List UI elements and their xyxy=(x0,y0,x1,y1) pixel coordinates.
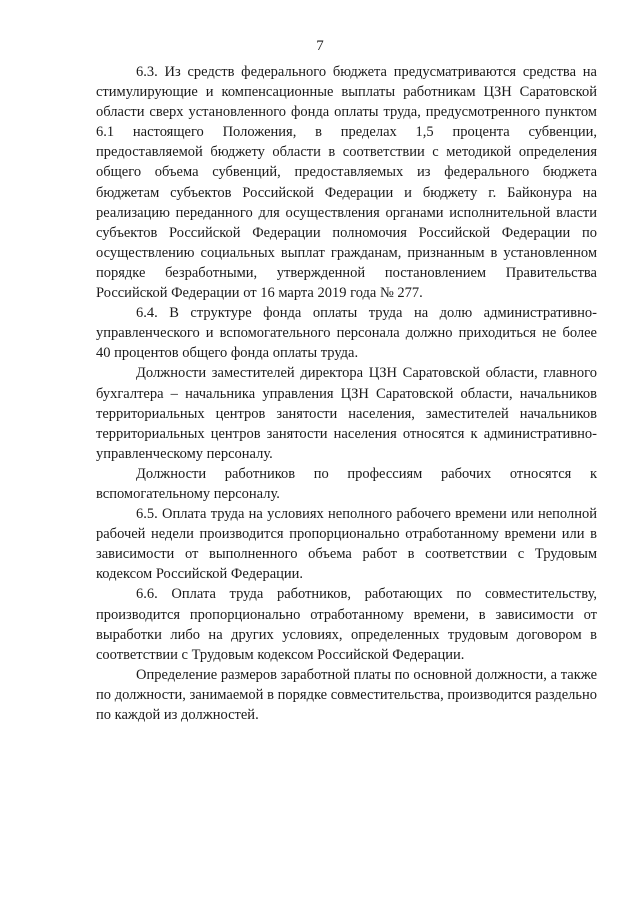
paragraph-6-3: 6.3. Из средств федерального бюджета предусматриваются средства на стимулирующие и компенсационные выплаты работникам ЦЗН Саратовской области сверх установленного фонда оплаты труда, предусмотренного пунктом 6.1 настоящего Положения, в пределах 1,5 процента субвенции, предоставляемой бюджету области в соответствии с методикой определения общего объема субвенций, предоставляемых из федерального бюджета бюджетам субъектов Российской Федерации и бюджету г. Байконура на реализацию переданного для осуществления органами исполнительной власти субъектов Российской Федерации полномочия Российской Федерации по осуществлению социальных выплат гражданам, признанным в установленном порядке безработными, утвержденной постановлением Правительства Российской Федерации от 16 марта 2019 года № 277. xyxy=(96,64,597,302)
paragraph-salary-determination: Определение размеров заработной платы по основной должности, а также по должности, занимаемой в порядке совместительства, производится раздельно по каждой из должностей. xyxy=(96,666,597,723)
paragraph-6-5: 6.5. Оплата труда на условиях неполного рабочего времени или неполной рабочей недели производится пропорционально отработанному времени или в зависимости от выполненного объема работ в соответствии с Трудовым кодексом Российской Федерации. xyxy=(96,506,597,583)
page-number: 7 xyxy=(316,38,324,54)
paragraph-6-6: 6.6. Оплата труда работников, работающих по совместительству, производится пропорционально отработанному времени, в зависимости от выработки либо на других условиях, определенных трудовым договором в соответствии с Трудовым кодексом Российской Федерации. xyxy=(96,586,597,663)
paragraph-auxiliary-staff: Должности работников по профессиям рабочих относятся к вспомогательному персоналу. xyxy=(96,465,597,502)
document-body xyxy=(96,62,597,725)
paragraph-6-4: 6.4. В структуре фонда оплаты труда на долю административно-управленческого и вспомогательного персонала должно приходиться не более 40 процентов общего фонда оплаты труда. xyxy=(96,305,597,362)
paragraph-management-positions: Должности заместителей директора ЦЗН Саратовской области, главного бухгалтера – начальника управления ЦЗН Саратовской области, начальников территориальных центров занятости населения, заместителей начальников территориальных центров занятости населения относятся к административно-управленческому персоналу. xyxy=(96,365,597,462)
